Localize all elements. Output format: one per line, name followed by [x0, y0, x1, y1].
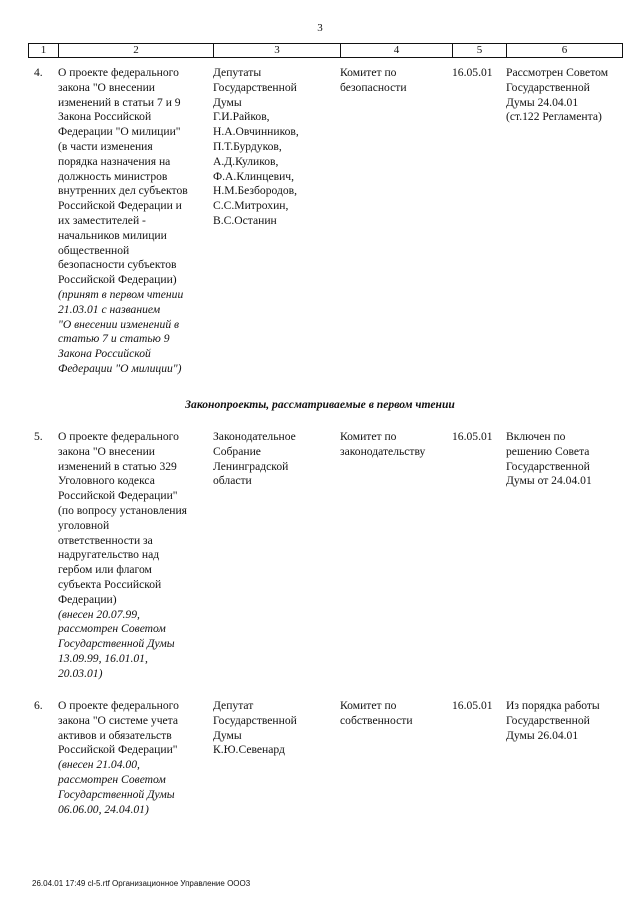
text-line: их заместителей -	[58, 213, 146, 227]
text-line: Комитет по	[340, 430, 397, 443]
text-line: В.С.Останин	[213, 213, 277, 227]
text-line: К.Ю.Севенард	[213, 743, 285, 757]
text-line: Думы 24.04.01	[506, 95, 579, 109]
column-header-5: 5	[453, 44, 507, 58]
text-line: изменений в статью 329	[58, 459, 177, 473]
bill-authors	[213, 430, 335, 489]
text-line: П.Т.Бурдуков,	[213, 139, 282, 153]
text-line: Государственной Думы	[58, 637, 175, 651]
text-line: закона "О системе учета	[58, 713, 179, 727]
title-lines	[58, 66, 206, 288]
column-header-3: 3	[214, 44, 341, 58]
responsible-committee	[340, 66, 448, 96]
text-line: Государственной	[506, 459, 590, 473]
text-line: Думы 26.04.01	[506, 728, 579, 742]
bill-status	[506, 699, 624, 743]
text-line: Российской Федерации)	[58, 273, 177, 287]
text-line: О проекте федерального	[58, 699, 179, 712]
text-line: Н.А.Овчинников,	[213, 125, 299, 139]
text-line: Рассмотрен Советом	[506, 66, 609, 79]
text-line: уголовной	[58, 518, 110, 532]
item-number: 4.	[34, 66, 43, 79]
text-line: Собрание	[213, 444, 261, 458]
text-line: Ф.А.Клинцевич,	[213, 169, 295, 183]
text-line: А.Д.Куликов,	[213, 154, 279, 168]
column-header-2: 2	[59, 44, 214, 58]
text-line: (принят в первом чтении	[58, 287, 184, 301]
text-line: субъекта Российской	[58, 577, 162, 591]
text-line: активов и обязательств	[58, 728, 172, 742]
text-line: Ленинградской	[213, 459, 289, 473]
text-line: Федерации "О милиции")	[58, 361, 182, 375]
item-number: 6.	[34, 699, 43, 712]
section-heading: Законопроекты, рассматриваемые в первом чтении	[185, 398, 455, 411]
text-line: (ст.122 Регламента)	[506, 110, 602, 124]
text-line: Российской Федерации"	[58, 743, 178, 757]
text-line: Федерации "О милиции"	[58, 125, 181, 139]
text-line: внутренних дел субъектов	[58, 184, 188, 198]
text-line: Думы от 24.04.01	[506, 474, 592, 488]
text-line: рассмотрен Советом	[58, 772, 166, 786]
text-line: общественной	[58, 243, 130, 257]
text-line: (по вопросу установления	[58, 503, 188, 517]
text-line: порядка назначения на	[58, 154, 171, 168]
bill-title	[58, 430, 206, 682]
text-line: Уголовного кодекса	[58, 474, 155, 488]
text-line: Российской Федерации"	[58, 489, 178, 503]
bill-note	[58, 288, 206, 377]
text-line: 06.06.00, 24.04.01)	[58, 802, 149, 816]
text-line: Законодательное	[213, 430, 296, 443]
review-date: 16.05.01	[452, 699, 493, 712]
text-line: гербом или флагом	[58, 563, 152, 577]
text-line: Государственной	[506, 713, 590, 727]
document-footer: 26.04.01 17:49 cl-5.rtf Организационное Управление ООО3	[32, 879, 251, 888]
text-line: Г.И.Райков,	[213, 110, 270, 124]
text-line: Государственной Думы	[58, 787, 175, 801]
text-line: закона "О внесении	[58, 444, 155, 458]
text-line: О проекте федерального	[58, 66, 179, 79]
text-line: начальников милиции	[58, 228, 167, 242]
text-line: Комитет по	[340, 66, 397, 79]
text-line: О проекте федерального	[58, 430, 179, 443]
column-header-1: 1	[29, 44, 59, 58]
bill-status	[506, 430, 624, 489]
text-line: "О внесении изменений в	[58, 317, 180, 331]
text-line: 21.03.01 с названием	[58, 302, 161, 316]
bill-title	[58, 66, 206, 377]
text-line: Комитет по	[340, 699, 397, 712]
text-line: (внесен 21.04.00,	[58, 758, 140, 772]
text-line: Думы	[213, 95, 242, 109]
text-line: Российской Федерации и	[58, 199, 182, 213]
text-line: надругательство над	[58, 548, 160, 562]
bill-note	[58, 608, 206, 682]
column-header-6: 6	[507, 44, 623, 58]
text-line: Федерации)	[58, 592, 117, 606]
text-line: Государственной	[213, 80, 297, 94]
text-line: законодательству	[340, 444, 426, 458]
review-date: 16.05.01	[452, 66, 493, 79]
review-date: 16.05.01	[452, 430, 493, 443]
text-line: Из порядка работы	[506, 699, 600, 712]
bill-note	[58, 758, 206, 817]
bill-status	[506, 66, 624, 125]
text-line: области	[213, 474, 252, 488]
text-line: должность министров	[58, 169, 168, 183]
item-number: 5.	[34, 430, 43, 443]
text-line: изменений в статьи 7 и 9	[58, 95, 181, 109]
text-line: Государственной	[506, 80, 590, 94]
text-line: (внесен 20.07.99,	[58, 607, 140, 621]
text-line: Государственной	[213, 713, 297, 727]
text-line: ответственности за	[58, 533, 153, 547]
text-line: Депутаты	[213, 66, 262, 79]
text-line: Н.М.Безбородов,	[213, 184, 298, 198]
responsible-committee	[340, 430, 448, 460]
column-header-4: 4	[341, 44, 453, 58]
title-lines	[58, 699, 206, 758]
text-line: рассмотрен Советом	[58, 622, 166, 636]
text-line: безопасности	[340, 80, 407, 94]
title-lines	[58, 430, 206, 608]
column-header-row	[29, 44, 623, 58]
column-header-table	[28, 43, 623, 58]
text-line: статью 7 и статью 9	[58, 332, 170, 346]
text-line: (в части изменения	[58, 139, 153, 153]
page-number: 3	[317, 22, 323, 34]
bill-title	[58, 699, 206, 817]
text-line: безопасности субъектов	[58, 258, 177, 272]
text-line: закона "О внесении	[58, 80, 155, 94]
text-line: Закона Российской	[58, 110, 152, 124]
text-line: 13.09.99, 16.01.01,	[58, 651, 148, 665]
text-line: Думы	[213, 728, 242, 742]
bill-authors	[213, 699, 335, 758]
bill-authors	[213, 66, 335, 229]
text-line: собственности	[340, 713, 413, 727]
text-line: С.С.Митрохин,	[213, 199, 289, 213]
responsible-committee	[340, 699, 448, 729]
text-line: Депутат	[213, 699, 254, 712]
text-line: Закона Российской	[58, 347, 151, 361]
text-line: решению Совета	[506, 444, 590, 458]
text-line: 20.03.01)	[58, 666, 103, 680]
text-line: Включен по	[506, 430, 566, 443]
